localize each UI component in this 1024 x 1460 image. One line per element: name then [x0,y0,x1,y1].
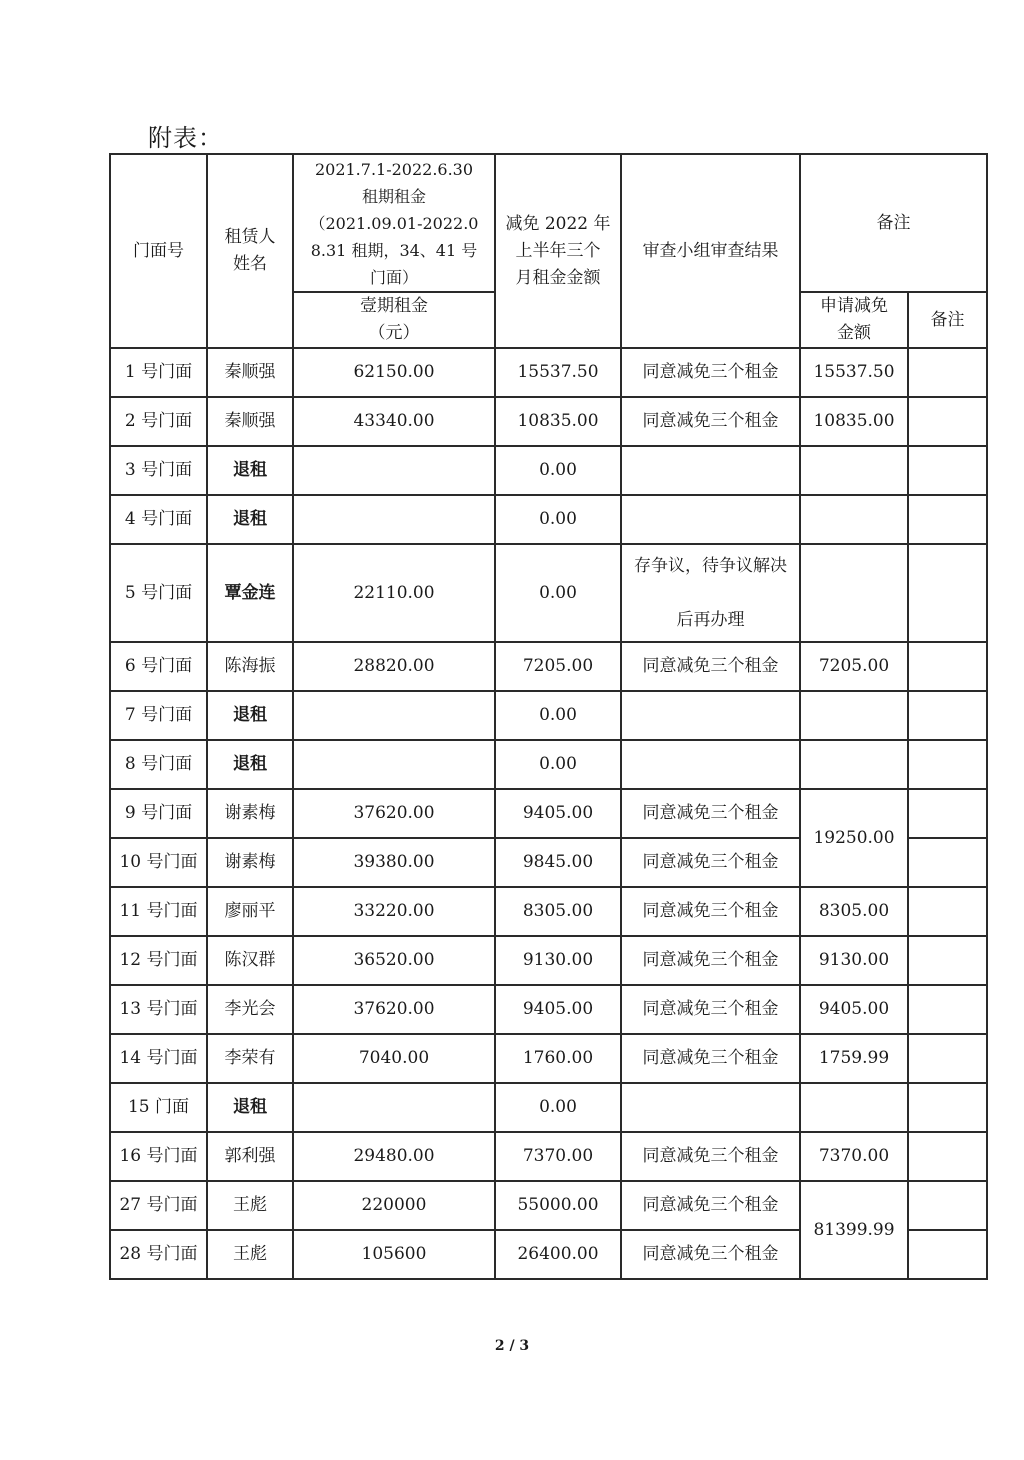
cell-tenant: 陈海振 [207,642,293,691]
cell-reduction-amount: 0.00 [495,691,621,740]
cell-applied-amount: 7370.00 [800,1132,908,1181]
cell-remarks [908,642,987,691]
cell-tenant: 退租 [207,495,293,544]
cell-remarks [908,985,987,1034]
cell-review-result: 同意减免三个租金 [621,397,800,446]
cell-reduction-amount: 9405.00 [495,789,621,838]
cell-period-rent: 62150.00 [293,348,495,397]
cell-applied-amount [800,740,908,789]
cell-shop-no: 12 号门面 [110,936,207,985]
cell-review-result [621,495,800,544]
table-row [110,1083,987,1132]
cell-shop-no: 13 号门面 [110,985,207,1034]
cell-reduction-amount: 0.00 [495,446,621,495]
cell-shop-no: 28 号门面 [110,1230,207,1279]
cell-tenant: 秦顺强 [207,348,293,397]
cell-review-result: 同意减免三个租金 [621,985,800,1034]
cell-remarks [908,1083,987,1132]
cell-review-result: 同意减免三个租金 [621,1034,800,1083]
cell-shop-no: 2 号门面 [110,397,207,446]
cell-period-rent: 37620.00 [293,789,495,838]
table-row [110,446,987,495]
cell-tenant: 谢素梅 [207,838,293,887]
cell-shop-no: 11 号门面 [110,887,207,936]
cell-reduction-amount: 10835.00 [495,397,621,446]
header-remarks: 备注 [800,154,987,292]
cell-shop-no: 10 号门面 [110,838,207,887]
cell-reduction-amount: 9130.00 [495,936,621,985]
cell-tenant: 退租 [207,1083,293,1132]
cell-review-result [621,446,800,495]
cell-period-rent: 7040.00 [293,1034,495,1083]
cell-period-rent: 29480.00 [293,1132,495,1181]
cell-period-rent: 43340.00 [293,397,495,446]
rent-reduction-table [109,153,988,1280]
cell-shop-no: 6 号门面 [110,642,207,691]
cell-applied-amount [800,1083,908,1132]
cell-shop-no: 16 号门面 [110,1132,207,1181]
cell-reduction-amount: 0.00 [495,495,621,544]
cell-tenant: 李荣有 [207,1034,293,1083]
cell-applied-amount: 15537.50 [800,348,908,397]
cell-remarks [908,838,987,887]
cell-review-result [621,691,800,740]
header-reduction: 减免 2022 年 上半年三个 月租金金额 [495,154,621,348]
cell-shop-no: 14 号门面 [110,1034,207,1083]
cell-reduction-amount: 55000.00 [495,1181,621,1230]
table-row [110,985,987,1034]
cell-remarks [908,936,987,985]
cell-tenant: 王彪 [207,1230,293,1279]
table-row [110,642,987,691]
cell-period-rent: 36520.00 [293,936,495,985]
cell-remarks [908,348,987,397]
table-row [110,740,987,789]
cell-applied-amount: 9405.00 [800,985,908,1034]
cell-applied-amount: 8305.00 [800,887,908,936]
cell-reduction-amount: 9845.00 [495,838,621,887]
cell-tenant: 陈汉群 [207,936,293,985]
cell-applied-amount [800,446,908,495]
cell-reduction-amount: 15537.50 [495,348,621,397]
cell-review-result: 同意减免三个租金 [621,936,800,985]
cell-reduction-amount: 7370.00 [495,1132,621,1181]
cell-review-result: 同意减免三个租金 [621,838,800,887]
cell-reduction-amount: 0.00 [495,1083,621,1132]
cell-reduction-amount: 8305.00 [495,887,621,936]
cell-review-result: 同意减免三个租金 [621,348,800,397]
cell-shop-no: 1 号门面 [110,348,207,397]
cell-remarks [908,1132,987,1181]
header-period-rent: 2021.7.1-2022.6.30 租期租金 （2021.09.01-2022.0 8.31 租期，34、41 号 门面） [293,154,495,292]
cell-review-result: 同意减免三个租金 [621,1230,800,1279]
table-row [110,397,987,446]
cell-review-result [621,1083,800,1132]
cell-tenant: 李光会 [207,985,293,1034]
cell-tenant: 谢素梅 [207,789,293,838]
cell-tenant: 退租 [207,691,293,740]
cell-remarks [908,446,987,495]
cell-remarks [908,1181,987,1230]
cell-shop-no: 3 号门面 [110,446,207,495]
cell-reduction-amount: 9405.00 [495,985,621,1034]
cell-review-result: 同意减免三个租金 [621,1181,800,1230]
cell-reduction-amount: 1760.00 [495,1034,621,1083]
cell-shop-no: 9 号门面 [110,789,207,838]
cell-tenant: 廖丽平 [207,887,293,936]
header-remarks-sub: 备注 [908,292,987,348]
cell-review-result: 存争议，待争议解决 后再办理 [621,544,800,642]
cell-period-rent [293,691,495,740]
cell-review-result: 同意减免三个租金 [621,887,800,936]
cell-review-result [621,740,800,789]
cell-applied-amount [800,691,908,740]
cell-tenant: 退租 [207,740,293,789]
cell-applied-amount [800,544,908,642]
table-row [110,887,987,936]
cell-applied-amount [800,495,908,544]
table-row [110,1181,987,1230]
cell-period-rent [293,446,495,495]
cell-remarks [908,691,987,740]
cell-remarks [908,740,987,789]
cell-period-rent [293,495,495,544]
cell-period-rent: 220000 [293,1181,495,1230]
page-number: 2 / 3 [494,1338,530,1354]
cell-period-rent: 33220.00 [293,887,495,936]
cell-remarks [908,495,987,544]
cell-applied-amount: 10835.00 [800,397,908,446]
cell-period-rent: 22110.00 [293,544,495,642]
header-review-result: 审查小组审查结果 [621,154,800,348]
cell-remarks [908,397,987,446]
cell-period-rent [293,740,495,789]
header-row-1 [110,154,987,292]
cell-tenant: 王彪 [207,1181,293,1230]
cell-tenant: 秦顺强 [207,397,293,446]
cell-shop-no: 8 号门面 [110,740,207,789]
cell-remarks [908,887,987,936]
table-row [110,789,987,838]
cell-remarks [908,544,987,642]
table-row [110,936,987,985]
table-row [110,348,987,397]
cell-shop-no: 27 号门面 [110,1181,207,1230]
cell-reduction-amount: 26400.00 [495,1230,621,1279]
page-heading: 附表： [148,124,223,152]
cell-remarks [908,1230,987,1279]
cell-shop-no: 5 号门面 [110,544,207,642]
cell-shop-no: 4 号门面 [110,495,207,544]
header-shop-no: 门面号 [110,154,207,348]
cell-applied-amount: 1759.99 [800,1034,908,1083]
cell-applied-amount: 9130.00 [800,936,908,985]
header-tenant: 租赁人 姓名 [207,154,293,348]
cell-remarks [908,789,987,838]
cell-period-rent [293,1083,495,1132]
cell-review-result: 同意减免三个租金 [621,642,800,691]
cell-review-result: 同意减免三个租金 [621,789,800,838]
header-applied-amount: 申请减免 金额 [800,292,908,348]
cell-period-rent: 105600 [293,1230,495,1279]
cell-period-rent: 28820.00 [293,642,495,691]
table-row [110,691,987,740]
cell-shop-no: 7 号门面 [110,691,207,740]
cell-review-result: 同意减免三个租金 [621,1132,800,1181]
cell-period-rent: 39380.00 [293,838,495,887]
cell-reduction-amount: 7205.00 [495,642,621,691]
cell-period-rent: 37620.00 [293,985,495,1034]
cell-shop-no: 15 门面 [110,1083,207,1132]
cell-tenant: 覃金连 [207,544,293,642]
cell-tenant: 退租 [207,446,293,495]
cell-applied-amount: 7205.00 [800,642,908,691]
cell-applied-amount: 81399.99 [800,1181,908,1279]
table-row [110,1034,987,1083]
cell-remarks [908,1034,987,1083]
table-row [110,1132,987,1181]
cell-applied-amount: 19250.00 [800,789,908,887]
cell-reduction-amount: 0.00 [495,544,621,642]
table-row [110,495,987,544]
table-row [110,544,987,642]
cell-tenant: 郭利强 [207,1132,293,1181]
table-body [110,154,987,1279]
cell-reduction-amount: 0.00 [495,740,621,789]
header-one-period-rent: 壹期租金 （元） [293,292,495,348]
